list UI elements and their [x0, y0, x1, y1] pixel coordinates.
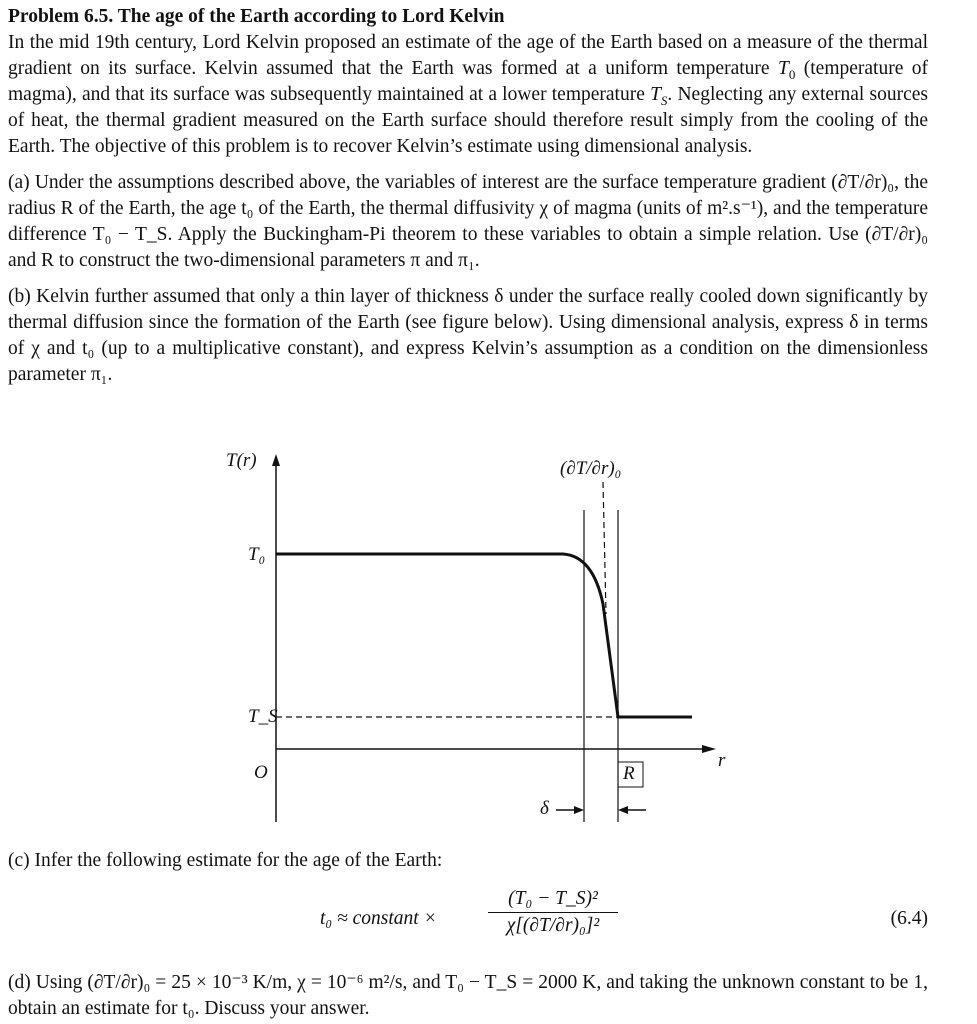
y-axis-arrow — [272, 454, 280, 466]
equation-numerator: (T₀ − T_S)² — [488, 888, 618, 913]
ts-label: T_S — [248, 706, 278, 727]
intro-line-3: (temperature of magma), and that its surface was subsequently maintained at a lower temperature — [8, 58, 929, 105]
equation-fraction — [488, 888, 618, 937]
gradient-tangent — [603, 482, 606, 614]
origin-label: O — [254, 762, 268, 783]
part-b-paragraph: (b) Kelvin further assumed that only a thin layer of thickness δ under the surface really cooled down significantly by thermal diffusion since the formation of the Earth (see figure below). Using dimensional analysis, express δ in terms of χ and t₀ (up to a multiplicative constant), and express Kelvin’s assumption as a condition on the dimensionless parameter π₁. — [8, 286, 928, 385]
equation-6-4 — [8, 884, 928, 954]
x-axis-arrow — [702, 745, 716, 753]
intro-ts-symbol: T — [650, 84, 661, 105]
problem-page — [8, 4, 929, 1019]
intro-line-4: . Neglecting any external sources of heat, the thermal gradient measured on the Earth surface should — [8, 84, 928, 131]
delta-label: δ — [540, 798, 549, 819]
cooling-profile-figure — [208, 444, 748, 834]
y-axis-label: T(r) — [226, 450, 257, 471]
intro-paragraph: In the mid 19th century, Lord Kelvin proposed an estimate of the age of the Earth based on a measure of the thermal gradient on its surface. Kelvin assumed that the Earth was formed at a uniform temperature $T_0$ (temperature of magma), and that its surface was subsequently maintained at a lower temperature $T_S$. Neglecting any external sources of heat, the thermal gradient measured on the Earth surface should therefore result simply from the cooling of the Earth. The objective of this problem is to recover Kelvin’s estimate using dimensional analysis. — [8, 32, 929, 157]
part-c-paragraph: (c) Infer the following estimate for the age of the Earth: — [8, 850, 443, 871]
intro-line-2: the thermal gradient on its surface. Kelvin assumed that the Earth was formed at a uniform temperature — [8, 32, 928, 79]
temperature-profile — [276, 554, 692, 717]
equation-denominator: χ[(∂T/∂r)₀]² — [506, 915, 600, 936]
r-radius-label: R — [623, 763, 635, 784]
t0-label: T₀ — [248, 544, 266, 565]
r-axis-label: r — [718, 750, 726, 771]
intro-line-5: therefore result simply from the cooling of the Earth. The objective of this problem is to recover Kelvin’s — [8, 110, 928, 157]
cooling-profile-svg — [208, 444, 748, 834]
intro-line-1: In the mid 19th century, Lord Kelvin proposed an estimate of the age of the Earth based on a measure of — [8, 32, 834, 53]
equation-lhs: t₀ ≈ constant × — [320, 908, 437, 929]
part-a-paragraph: (a) Under the assumptions described above, the variables of interest are the surface temperature gradient (∂T/∂r)₀, the radius R of the Earth, the age t₀ of the Earth, the thermal diffusivity χ of magma (units of m².s⁻¹), and the temperature difference T₀ − T_S. Apply the Buckingham-Pi theorem to these variables to obtain a simple relation. Use (∂T/∂r)₀ and R to construct the two-dimensional parameters π and π₁. — [8, 172, 928, 271]
intro-t0-symbol: T — [777, 58, 789, 79]
part-d-line-1: (d) Using (∂T/∂r)₀ = 25 × 10⁻³ K/m, χ = 10⁻⁶ m²/s, and T₀ − T_S = 2000 K, and taking the unknown — [8, 972, 795, 993]
equation-number: (6.4) — [890, 908, 928, 929]
part-d-paragraph — [8, 970, 928, 1022]
intro-line-6: estimate using dimensional analysis. — [467, 136, 753, 157]
gradient-label: (∂T/∂r)₀ — [560, 458, 622, 479]
problem-title: Problem 6.5. The age of the Earth according to Lord Kelvin — [8, 6, 505, 27]
part-d-line-2: constant to be 1, obtain an estimate for t₀. Discuss your answer. — [8, 972, 928, 1019]
